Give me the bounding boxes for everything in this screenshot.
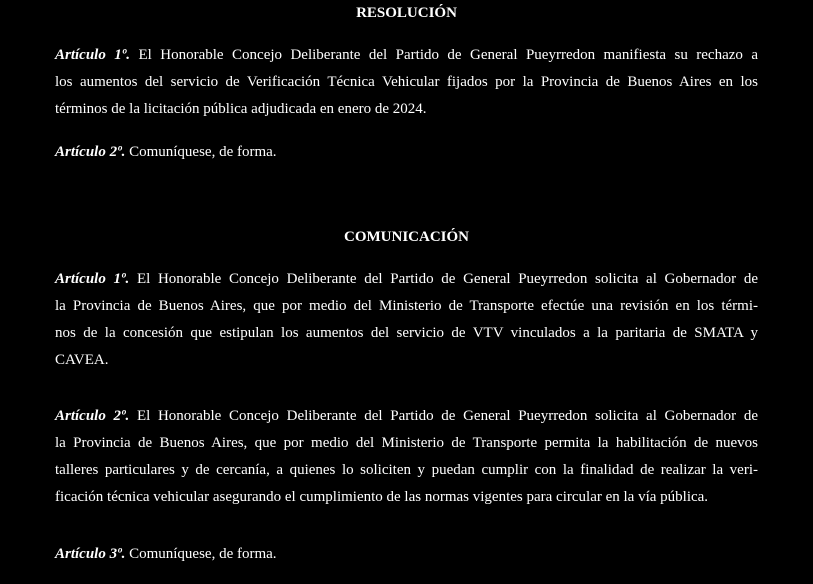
resolucion-heading: RESOLUCIÓN xyxy=(356,5,457,21)
article-line: nos de la concesión que estipulan los aumentos del servicio de VTV vinculados a la paritaria de SMATA y xyxy=(55,325,758,341)
article-text: El Honorable Concejo Deliberante del Partido de General Pueyrredon manifiesta su rechazo a xyxy=(130,47,758,63)
article-line: ficación técnica vehicular asegurando el cumplimiento de las normas vigentes para circular en la vía pública. xyxy=(55,489,709,505)
article-line: CAVEA. xyxy=(55,352,109,368)
article-text: Comuníquese, de forma. xyxy=(125,144,277,160)
article-label: Artículo 2º. xyxy=(55,408,130,424)
article-line: la Provincia de Buenos Aires, que por medio del Ministerio de Transporte permita la habilitación de nuevos xyxy=(55,435,758,451)
resolucion-article-2 xyxy=(55,139,758,166)
article-text: El Honorable Concejo Deliberante del Partido de General Pueyrredon solicita al Gobernador de xyxy=(129,271,759,287)
comunicacion-heading: COMUNICACIÓN xyxy=(344,229,469,245)
article-line xyxy=(55,266,758,293)
article-line: los aumentos del servicio de Verificación Técnica Vehicular fijados por la Provincia de Buenos Aires en los xyxy=(55,74,758,90)
article-line: la Provincia de Buenos Aires, que por medio del Ministerio de Transporte efectúe una revisión en los térmi- xyxy=(55,298,758,314)
article-label: Artículo 3º. xyxy=(55,546,126,562)
article-text: El Honorable Concejo Deliberante del Partido de General Pueyrredon solicita al Gobernador de xyxy=(129,408,759,424)
article-line xyxy=(55,139,758,166)
article-label: Artículo 1º. xyxy=(55,47,131,63)
article-line: talleres particulares y de cercanía, a quienes lo soliciten y puedan cumplir con la finalidad de realizar la veri- xyxy=(55,462,758,478)
article-label: Artículo 1º. xyxy=(55,271,130,287)
resolucion-article-1 xyxy=(55,42,758,123)
comunicacion-article-2 xyxy=(55,403,758,511)
article-line: términos de la licitación pública adjudicada en enero de 2024. xyxy=(55,101,427,117)
article-line xyxy=(55,541,758,568)
article-label: Artículo 2º. xyxy=(55,144,126,160)
article-line xyxy=(55,403,758,430)
article-text: Comuníquese, de forma. xyxy=(125,546,277,562)
comunicacion-article-3 xyxy=(55,541,758,568)
comunicacion-article-1 xyxy=(55,266,758,374)
article-line xyxy=(55,42,758,69)
